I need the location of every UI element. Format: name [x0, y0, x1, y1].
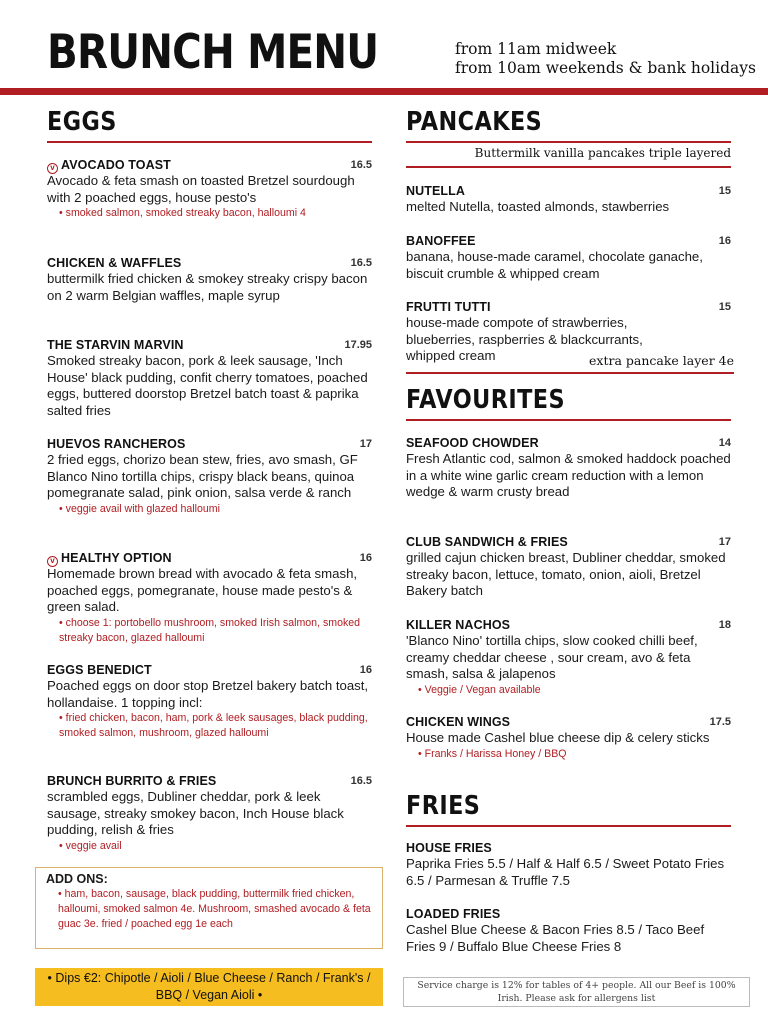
item-name: EGGS BENEDICT — [47, 663, 152, 677]
eggs-rule — [47, 141, 372, 143]
favourites-rule — [406, 419, 731, 421]
pancakes-heading: PANCAKES — [406, 107, 543, 137]
item-name: FRUTTI TUTTI — [406, 300, 491, 314]
item-price: 17 — [359, 438, 372, 450]
item-name: THE STARVIN MARVIN — [47, 338, 184, 352]
fries-rule — [406, 825, 731, 827]
item-description: Fresh Atlantic cod, salmon & smoked haddock poached in a white wine garlic cream reduction with a lemon wedge & warm crusty bread — [406, 451, 731, 499]
item-note: • Franks / Harissa Honey / BBQ — [418, 747, 567, 760]
item-description: 'Blanco Nino' tortilla chips, slow cooked chilli beef, creamy cheddar cheese , sour cream, avo & feta smash, salsa & jalapenos — [406, 633, 698, 681]
item-description: Cashel Blue Cheese & Bacon Fries 8.5 / Taco Beef Fries 9 / Buffalo Blue Cheese Fries 8 — [406, 922, 705, 954]
extra-pancake-layer: extra pancake layer 4e — [589, 353, 734, 368]
menu-item-huevos-rancheros — [47, 436, 372, 517]
item-price: 16.5 — [350, 159, 372, 171]
menu-item-seafood-chowder — [406, 435, 731, 501]
item-price: 16.5 — [350, 257, 372, 269]
item-price: 17 — [718, 536, 731, 548]
item-name: SEAFOOD CHOWDER — [406, 436, 539, 450]
pancakes-rule — [406, 141, 731, 143]
menu-item-killer-nachos — [406, 617, 731, 698]
item-note: • Veggie / Vegan available — [418, 683, 541, 696]
item-description: scrambled eggs, Dubliner cheddar, pork & leek sausage, streaky smokey bacon, Inch House black pudding, relish & fries — [47, 789, 344, 837]
menu-item-eggs-benedict — [47, 662, 372, 741]
menu-item-loaded-fries — [406, 906, 731, 955]
menu-item-avocado-toast — [47, 157, 372, 221]
item-price: 18 — [718, 619, 731, 631]
item-description: Avocado & feta smash on toasted Bretzel sourdough with 2 poached eggs, house pesto's — [47, 173, 355, 205]
item-description: Homemade brown bread with avocado & feta smash, poached eggs, pomegranate, house made pesto's & green salad. — [47, 566, 358, 614]
menu-item-house-fries — [406, 840, 731, 889]
menu-item-chicken-wings — [406, 714, 731, 762]
item-name: AVOCADO TOAST — [61, 158, 171, 172]
item-price: 14 — [718, 437, 731, 449]
item-name: BANOFFEE — [406, 234, 476, 248]
item-description: melted Nutella, toasted almonds, stawberries — [406, 199, 670, 214]
menu-item-banoffee — [406, 233, 731, 282]
item-note: • veggie avail with glazed halloumi — [59, 502, 220, 515]
fries-heading: FRIES — [406, 791, 481, 821]
pancakes-subtitle-rule — [406, 166, 731, 168]
service-charge-notice: Service charge is 12% for tables of 4+ people. All our Beef is 100% Irish. Please ask for allergens list — [403, 977, 750, 1007]
item-description: banana, house-made caramel, chocolate ganache, biscuit crumble & whipped cream — [406, 249, 703, 281]
item-description: Poached eggs on door stop Bretzel bakery batch toast, hollandaise. 1 topping incl: — [47, 678, 369, 710]
item-note: • smoked salmon, smoked streaky bacon, halloumi 4 — [59, 207, 306, 219]
header-divider — [0, 88, 768, 95]
pancakes-bottom-rule — [406, 372, 734, 374]
item-price: 16 — [718, 235, 731, 247]
item-price: 16 — [359, 552, 372, 564]
item-description: house-made compote of strawberries, blueberries, raspberries & blackcurrants, whipped cream — [406, 315, 643, 363]
favourites-heading: FAVOURITES — [406, 385, 566, 415]
item-price: 16 — [359, 664, 372, 676]
item-name: LOADED FRIES — [406, 907, 501, 921]
item-description: Paprika Fries 5.5 / Half & Half 6.5 / Sweet Potato Fries 6.5 / Parmesan & Truffle 7.5 — [406, 856, 725, 888]
item-name: HUEVOS RANCHEROS — [47, 437, 186, 451]
hours-weekends: from 10am weekends & bank holidays — [455, 59, 756, 77]
item-description: 2 fried eggs, chorizo bean stew, fries, avo smash, GF Blanco Nino tortilla chips, crispy black beans, quinoa pomegranate salad, pink onion, salsa verde & ranch — [47, 452, 358, 500]
item-name: KILLER NACHOS — [406, 618, 511, 632]
item-name: HOUSE FRIES — [406, 841, 492, 855]
item-description: Smoked streaky bacon, pork & leek sausage, 'Inch House' black pudding, confit cherry tomatoes, poached eggs, buttered doorstop Bretzel batch toast & paprika salted fries — [47, 353, 368, 418]
vegetarian-icon: v — [47, 556, 58, 567]
hours-midweek: from 11am midweek — [455, 40, 617, 58]
item-name: HEALTHY OPTION — [61, 551, 172, 565]
item-price: 16.5 — [350, 775, 372, 787]
item-name: CHICKEN & WAFFLES — [47, 256, 182, 270]
item-price: 15 — [718, 185, 731, 197]
add-ons-title: ADD ONS: — [46, 872, 108, 886]
menu-item-club-sandwich — [406, 534, 731, 600]
menu-item-nutella — [406, 183, 731, 216]
add-ons-list: • ham, bacon, sausage, black pudding, buttermilk fried chicken, halloumi, smoked salmon 4e. Mushroom, smashed avocado & feta guac 3e. fried / poached egg 1e each — [58, 888, 371, 930]
item-description: grilled cajun chicken breast, Dubliner cheddar, smoked streaky bacon, lettuce, tomato, onion, aioli, Bretzel Bakery batch — [406, 550, 726, 598]
add-ons-box — [35, 867, 383, 949]
item-description: House made Cashel blue cheese dip & celery sticks — [406, 730, 710, 745]
item-price: 17.5 — [709, 716, 731, 728]
item-name: CLUB SANDWICH & FRIES — [406, 535, 568, 549]
menu-item-starvin-marvin — [47, 337, 372, 419]
item-description: buttermilk fried chicken & smokey streaky crispy bacon on 2 warm Belgian waffles, maple syrup — [47, 271, 368, 303]
item-note: • choose 1: portobello mushroom, smoked Irish salmon, smoked streaky bacon, glazed halloumi — [59, 616, 361, 644]
eggs-heading: EGGS — [47, 107, 117, 137]
pancakes-subtitle: Buttermilk vanilla pancakes triple layered — [474, 146, 731, 160]
item-name: NUTELLA — [406, 184, 466, 198]
menu-item-healthy-option — [47, 550, 372, 646]
item-note: • veggie avail — [59, 839, 122, 852]
item-name: CHICKEN WINGS — [406, 715, 511, 729]
menu-item-brunch-burrito — [47, 773, 372, 854]
item-name: BRUNCH BURRITO & FRIES — [47, 774, 217, 788]
item-note: • fried chicken, bacon, ham, pork & leek sausages, black pudding, smoked salmon, mushroom, glazed halloumi — [59, 712, 368, 739]
item-price: 17.95 — [344, 339, 372, 351]
opening-hours — [455, 40, 756, 78]
item-price: 15 — [718, 301, 731, 313]
dips-banner: • Dips €2: Chipotle / Aioli / Blue Cheese / Ranch / Frank's / BBQ / Vegan Aioli • — [35, 968, 383, 1006]
page-title: BRUNCH MENU — [47, 25, 379, 80]
menu-item-chicken-waffles — [47, 255, 372, 304]
vegetarian-icon: v — [47, 163, 58, 174]
